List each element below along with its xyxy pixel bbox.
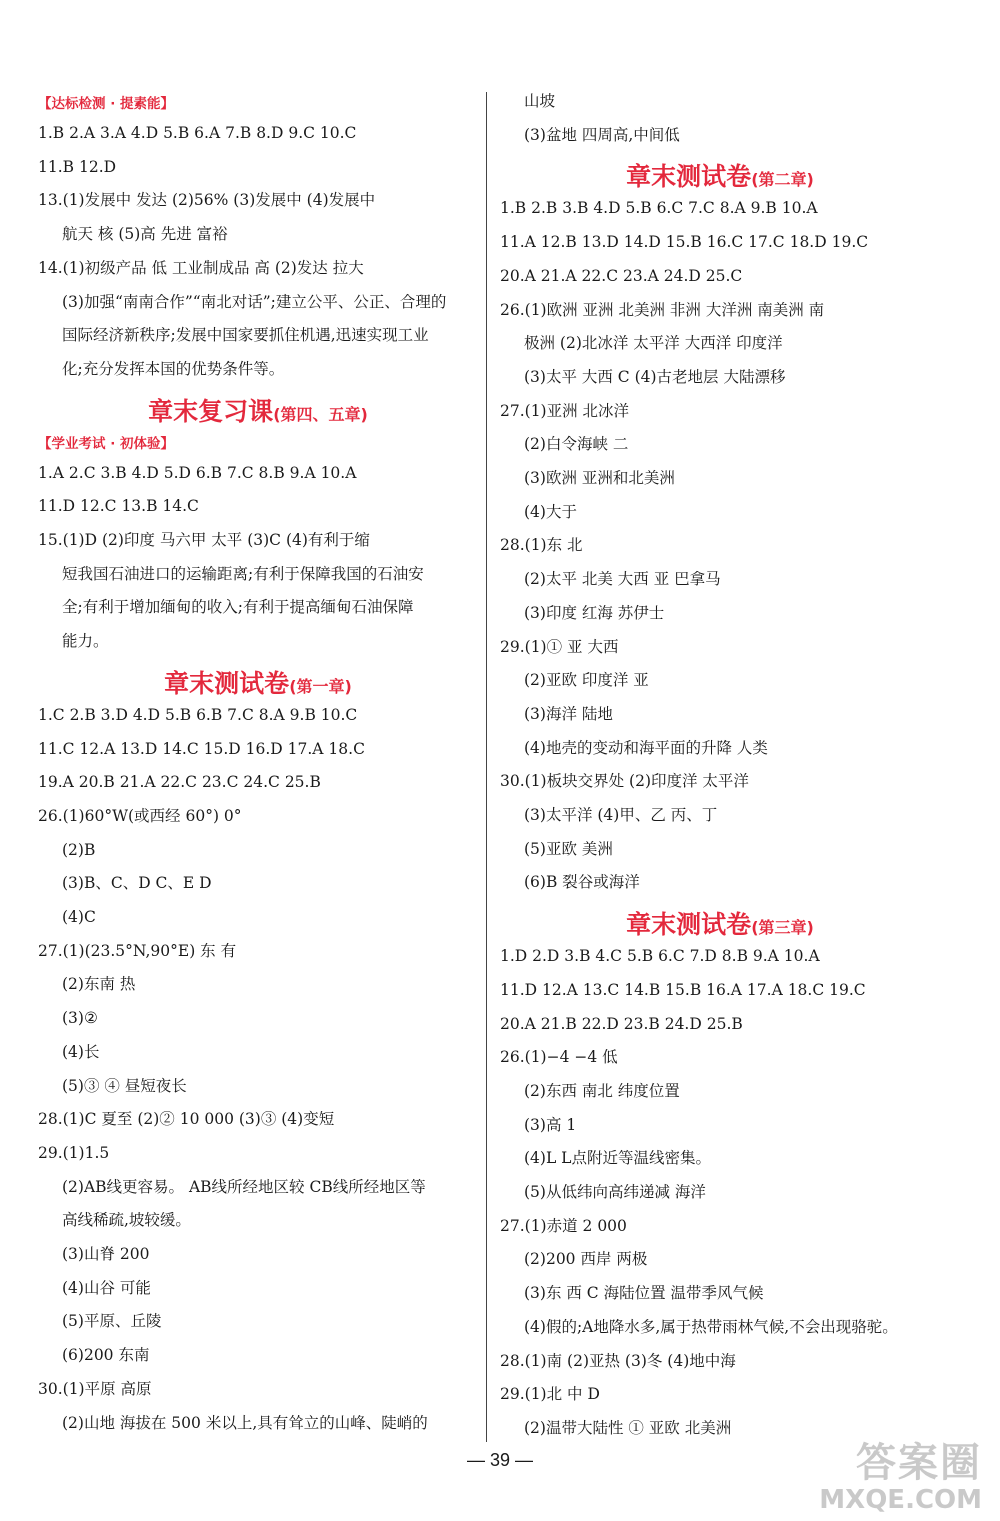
answer-continuation: (5)③ ④ 昼短夜长	[62, 1076, 187, 1095]
answer-continuation: (3)盆地 四周高,中间低	[524, 125, 680, 144]
section-tag: 【达标检测 · 提素能】	[38, 96, 175, 112]
answer-line: 14.(1)初级产品 低 工业制成品 高 (2)发达 拉大	[38, 258, 364, 277]
answer-continuation: (3)山脊 200	[62, 1245, 150, 1263]
answer-line: 1.B 2.A 3.A 4.D 5.B 6.A 7.B 8.D 9.C 10.C	[38, 124, 357, 142]
answer-continuation: (2)B	[62, 840, 96, 859]
answer-line: 20.A 21.A 22.C 23.A 24.D 25.C	[500, 266, 743, 285]
answer-continuation: (4)地壳的变动和海平面的升降 人类	[524, 738, 768, 757]
answer-continuation: (2)亚欧 印度洋 亚	[524, 671, 649, 690]
answer-line: 28.(1)C 夏至 (2)② 10 000 (3)③ (4)变短	[38, 1110, 335, 1129]
answer-continuation: (6)B 裂谷或海洋	[524, 873, 640, 892]
answer-continuation: (4)假的;A地降水多,属于热带雨林气候,不会出现骆驼。	[524, 1317, 898, 1336]
section-heading	[500, 161, 940, 193]
answer-continuation: (3)B、C、D C、E D	[62, 874, 212, 893]
answer-continuation: 能力。	[62, 632, 109, 651]
answer-line: 11.B 12.D	[38, 157, 117, 176]
section-heading-chapter: (第四、五章)	[273, 404, 368, 424]
answer-continuation: (2)AB线更容易。 AB线所经地区较 CB线所经地区等	[62, 1177, 426, 1196]
answer-line: 29.(1)北 中 D	[500, 1385, 600, 1404]
section-heading-title: 章末测试卷	[164, 668, 290, 698]
section-heading	[38, 668, 478, 700]
answer-continuation: (2)200 西岸 两极	[524, 1250, 648, 1269]
section-heading-title: 章末测试卷	[626, 162, 752, 192]
answer-line: 29.(1)1.5	[38, 1143, 110, 1162]
section-heading-chapter: (第三章)	[751, 918, 814, 938]
column-divider	[486, 92, 487, 1442]
answer-continuation: (3)欧洲 亚洲和北美洲	[524, 469, 675, 487]
watermark-url: MXQE.COM	[819, 1485, 982, 1515]
page-number: — 39 —	[466, 1450, 534, 1470]
answer-continuation: (2)山地 海拔在 500 米以上,具有耸立的山峰、陡峭的	[62, 1413, 428, 1432]
watermark-text: 答案圈	[856, 1440, 982, 1486]
answer-line: 28.(1)南 (2)亚热 (3)冬 (4)地中海	[500, 1351, 736, 1370]
answer-continuation: (4)C	[62, 908, 96, 926]
answer-continuation: (3)太平洋 (4)甲、乙 丙、丁	[524, 806, 718, 824]
answer-continuation: (5)从低纬向高纬递减 海洋	[524, 1183, 706, 1201]
answer-continuation: (2)东西 南北 纬度位置	[524, 1081, 680, 1100]
answer-continuation: (5)亚欧 美洲	[524, 839, 613, 858]
answer-line: 26.(1)−4 −4 低	[500, 1048, 618, 1067]
section-heading-title: 章末复习课	[148, 396, 274, 426]
answer-continuation: (3)加强“南南合作”“南北对话”;建立公平、公正、合理的	[62, 292, 447, 311]
answer-line: 28.(1)东 北	[500, 536, 583, 555]
answer-continuation: 化;充分发挥本国的优势条件等。	[62, 359, 285, 378]
answer-continuation: 极洲 (2)北冰洋 太平洋 大西洋 印度洋	[524, 334, 783, 353]
answer-line: 1.D 2.D 3.B 4.C 5.B 6.C 7.D 8.B 9.A 10.A	[500, 947, 820, 966]
answer-line: 15.(1)D (2)印度 马六甲 太平 (3)C (4)有利于缩	[38, 531, 370, 549]
answer-line: 11.D 12.C 13.B 14.C	[38, 497, 199, 516]
answer-line: 27.(1)(23.5°N,90°E) 东 有	[38, 941, 237, 960]
answer-line: 1.C 2.B 3.D 4.D 5.B 6.B 7.C 8.A 9.B 10.C	[38, 705, 358, 724]
answer-line: 27.(1)赤道 2 000	[500, 1216, 627, 1235]
answer-continuation: (3)高 1	[524, 1115, 577, 1134]
section-heading	[500, 909, 940, 941]
answer-continuation: (2)东南 热	[62, 975, 136, 994]
section-tag: 【学业考试 · 初体验】	[38, 435, 175, 452]
answer-line: 29.(1)① 亚 大西	[500, 637, 619, 656]
answer-line: 30.(1)板块交界处 (2)印度洋 太平洋	[500, 772, 749, 791]
answer-continuation: (6)200 东南	[62, 1346, 150, 1365]
answer-line: 13.(1)发展中 发达 (2)56% (3)发展中 (4)发展中	[38, 191, 376, 210]
answer-continuation: (3)东 西 C 海陆位置 温带季风气候	[524, 1284, 764, 1303]
answer-continuation: (2)温带大陆性 ① 亚欧 北美洲	[524, 1418, 732, 1437]
answer-continuation: (2)太平 北美 大西 亚 巴拿马	[524, 570, 721, 589]
section-heading-chapter: (第一章)	[289, 676, 352, 696]
section-heading	[38, 396, 478, 428]
answer-line: 1.A 2.C 3.B 4.D 5.D 6.B 7.C 8.B 9.A 10.A	[38, 463, 357, 482]
answer-line: 19.A 20.B 21.A 22.C 23.C 24.C 25.B	[38, 773, 321, 792]
answer-continuation: (4)大于	[524, 502, 577, 521]
answer-continuation: (4)长	[62, 1042, 100, 1061]
answer-continuation: 航天 核 (5)高 先进 富裕	[62, 225, 228, 244]
answer-continuation: (3)②	[62, 1009, 98, 1028]
answer-line: 20.A 21.B 22.D 23.B 24.D 25.B	[500, 1014, 743, 1033]
answer-line: 11.A 12.B 13.D 14.D 15.B 16.C 17.C 18.D 19.C	[500, 233, 869, 252]
answer-line: 30.(1)平原 高原	[38, 1379, 152, 1398]
answer-continuation: 国际经济新秩序;发展中国家要抓住机遇,迅速实现工业	[62, 326, 429, 345]
answer-continuation: (3)印度 红海 苏伊士	[524, 603, 665, 622]
answer-line: 26.(1)60°W(或西经 60°) 0°	[38, 806, 242, 825]
answer-continuation: (5)平原、丘陵	[62, 1312, 162, 1331]
answer-continuation: (4)L L点附近等温线密集。	[524, 1149, 711, 1168]
answer-continuation: (4)山谷 可能	[62, 1278, 151, 1297]
answer-line: 26.(1)欧洲 亚洲 北美洲 非洲 大洋洲 南美洲 南	[500, 300, 825, 319]
answer-continuation: 高线稀疏,坡较缓。	[62, 1211, 191, 1230]
answer-line: 11.C 12.A 13.D 14.C 15.D 16.D 17.A 18.C	[38, 739, 365, 758]
answer-line: 27.(1)亚洲 北冰洋	[500, 401, 630, 420]
answer-line: 1.B 2.B 3.B 4.D 5.B 6.C 7.C 8.A 9.B 10.A	[500, 199, 818, 218]
answer-continuation: (3)太平 大西 C (4)古老地层 大陆漂移	[524, 367, 786, 386]
answer-continuation: 短我国石油进口的运输距离;有利于保障我国的石油安	[62, 564, 424, 583]
answer-continuation: (2)白令海峡 二	[524, 435, 629, 454]
answer-continuation: 全;有利于增加缅甸的收入;有利于提高缅甸石油保障	[62, 598, 414, 617]
section-heading-chapter: (第二章)	[751, 170, 814, 190]
watermark-logo	[812, 1440, 982, 1515]
answer-continuation: 山坡	[524, 92, 556, 110]
answer-continuation: (3)海洋 陆地	[524, 704, 613, 723]
section-heading-title: 章末测试卷	[626, 910, 752, 940]
answer-line: 11.D 12.A 13.C 14.B 15.B 16.A 17.A 18.C 19.C	[500, 980, 866, 999]
